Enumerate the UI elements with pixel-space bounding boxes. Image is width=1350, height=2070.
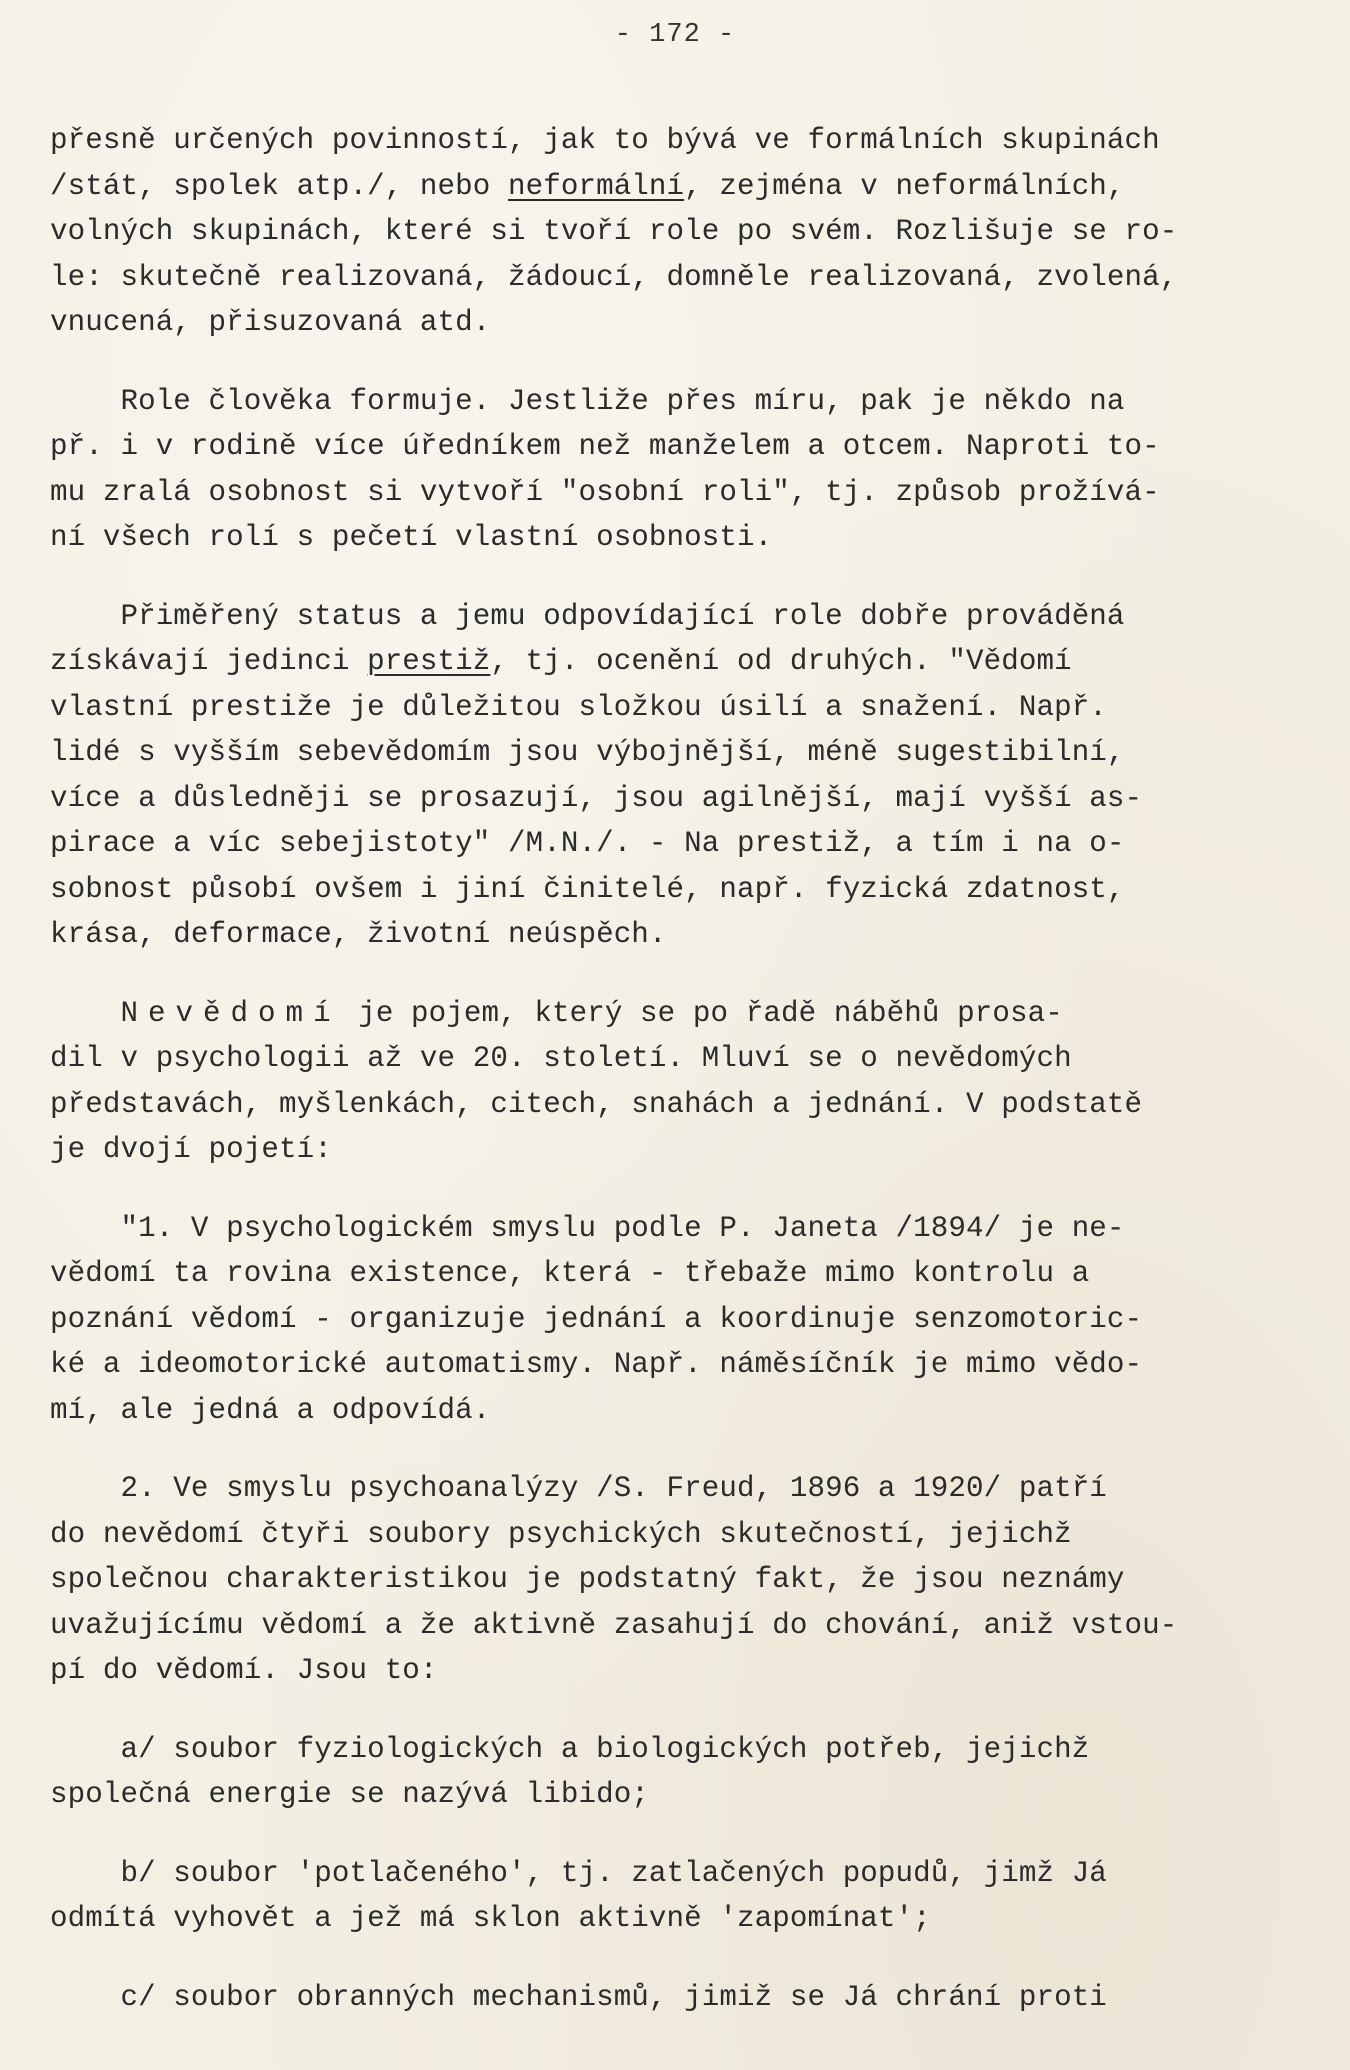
paragraph-prestige [50, 594, 1320, 958]
underlined-term: neformální [508, 169, 685, 203]
text-line: představách, myšlenkách, citech, snahách a jednání. V podstatě [50, 1087, 1143, 1121]
text-line: c/ soubor obranných mechanismů, jimiž se Já chrání proti [50, 1980, 1107, 2014]
text-line: vlastní prestiže je důležitou složkou úsilí a snažení. Např. [50, 690, 1107, 724]
paragraph-freud [50, 1466, 1320, 1694]
paragraph-role-forms-person [50, 379, 1320, 561]
text-line: pí do vědomí. Jsou to: [50, 1654, 438, 1687]
text-segment: získávají jedinci [50, 645, 368, 678]
text-line: přesně určených povinností, jak to bývá ve formálních skupinách [50, 124, 1160, 157]
text-line: společná energie se nazývá libido; [50, 1778, 649, 1811]
text-line: sobnost působí ovšem i jiní činitelé, např. fyzická zdatnost, [50, 872, 1125, 906]
text-line: Role člověka formuje. Jestliže přes míru, pak je někdo na [50, 384, 1125, 418]
text-line: mí, ale jedná a odpovídá. [50, 1393, 491, 1427]
paragraph-item-a [50, 1727, 1320, 1818]
text-line: dil v psychologii až ve 20. století. Mluví se o nevědomých [50, 1042, 1072, 1075]
body-text [50, 118, 1320, 2053]
page-number: - 172 - [614, 20, 736, 50]
text-segment: , tj. ocenění od druhých. "Vědomí [490, 645, 1072, 678]
text-line [50, 991, 1320, 1037]
text-line: poznání vědomí - organizuje jednání a koordinuje senzomotoric- [50, 1302, 1143, 1336]
text-segment [50, 997, 120, 1030]
text-line: společnou charakteristikou je podstatný fakt, že jsou neznámy [50, 1563, 1125, 1596]
text-segment: /stát, spolek atp./, nebo [50, 169, 508, 203]
paragraph-janet [50, 1206, 1320, 1434]
text-line: 2. Ve smyslu psychoanalýzy /S. Freud, 1896 a 1920/ patří [50, 1472, 1107, 1505]
text-line: mu zralá osobnost si vytvoří "osobní roli", tj. způsob prožívá- [50, 475, 1160, 509]
text-line: b/ soubor 'potlačeného', tj. zatlačených popudů, jimž Já [50, 1856, 1107, 1890]
text-line [50, 164, 1320, 210]
text-line: ní všech rolí s pečetí vlastní osobnosti. [50, 521, 773, 554]
paragraph-unconscious [50, 991, 1320, 1173]
text-line: do nevědomí čtyři soubory psychických skutečností, jejichž [50, 1517, 1072, 1551]
text-line: vědomí ta rovina existence, která - třebaže mimo kontrolu a [50, 1257, 1090, 1290]
text-line: pirace a víc sebejistoty" /M.N./. - Na prestiž, a tím i na o- [50, 827, 1125, 860]
text-segment: , zejména v neformálních, [684, 169, 1125, 203]
text-segment: je pojem, který se po řadě náběhů prosa- [340, 996, 1063, 1030]
text-line: vnucená, přisuzovaná atd. [50, 306, 491, 339]
text-line: více a důsledněji se prosazují, jsou agilnější, mají vyšší as- [50, 781, 1143, 815]
paragraph-item-b [50, 1851, 1320, 1942]
text-line: a/ soubor fyziologických a biologických potřeb, jejichž [50, 1732, 1090, 1766]
paragraph-roles-continued [50, 118, 1320, 346]
text-line: volných skupinách, které si tvoří role po svém. Rozlišuje se ro- [50, 215, 1178, 248]
text-line: krása, deformace, životní neúspěch. [50, 918, 667, 951]
text-line [50, 639, 1320, 685]
spaced-term: Nevědomí [120, 996, 341, 1030]
text-line: Přiměřený status a jemu odpovídající role dobře prováděná [50, 599, 1125, 633]
underlined-term: prestiž [367, 645, 491, 678]
text-line: př. i v rodině více úředníkem než manželem a otcem. Naproti to- [50, 430, 1160, 463]
text-line: ké a ideomotorické automatismy. Např. náměsíčník je mimo vědo- [50, 1348, 1143, 1381]
text-line: "1. V psychologickém smyslu podle P. Janeta /1894/ je ne- [50, 1211, 1125, 1245]
text-line: le: skutečně realizovaná, žádoucí, domněle realizovaná, zvolená, [50, 260, 1178, 294]
text-line: je dvojí pojetí: [50, 1133, 332, 1166]
paragraph-item-c [50, 1975, 1320, 2021]
text-line: odmítá vyhovět a jež má sklon aktivně 'zapomínat'; [50, 1902, 931, 1935]
text-line: uvažujícímu vědomí a že aktivně zasahují do chování, aniž vstou- [50, 1608, 1178, 1642]
text-line: lidé s vyšším sebevědomím jsou výbojnější, méně sugestibilní, [50, 736, 1125, 769]
